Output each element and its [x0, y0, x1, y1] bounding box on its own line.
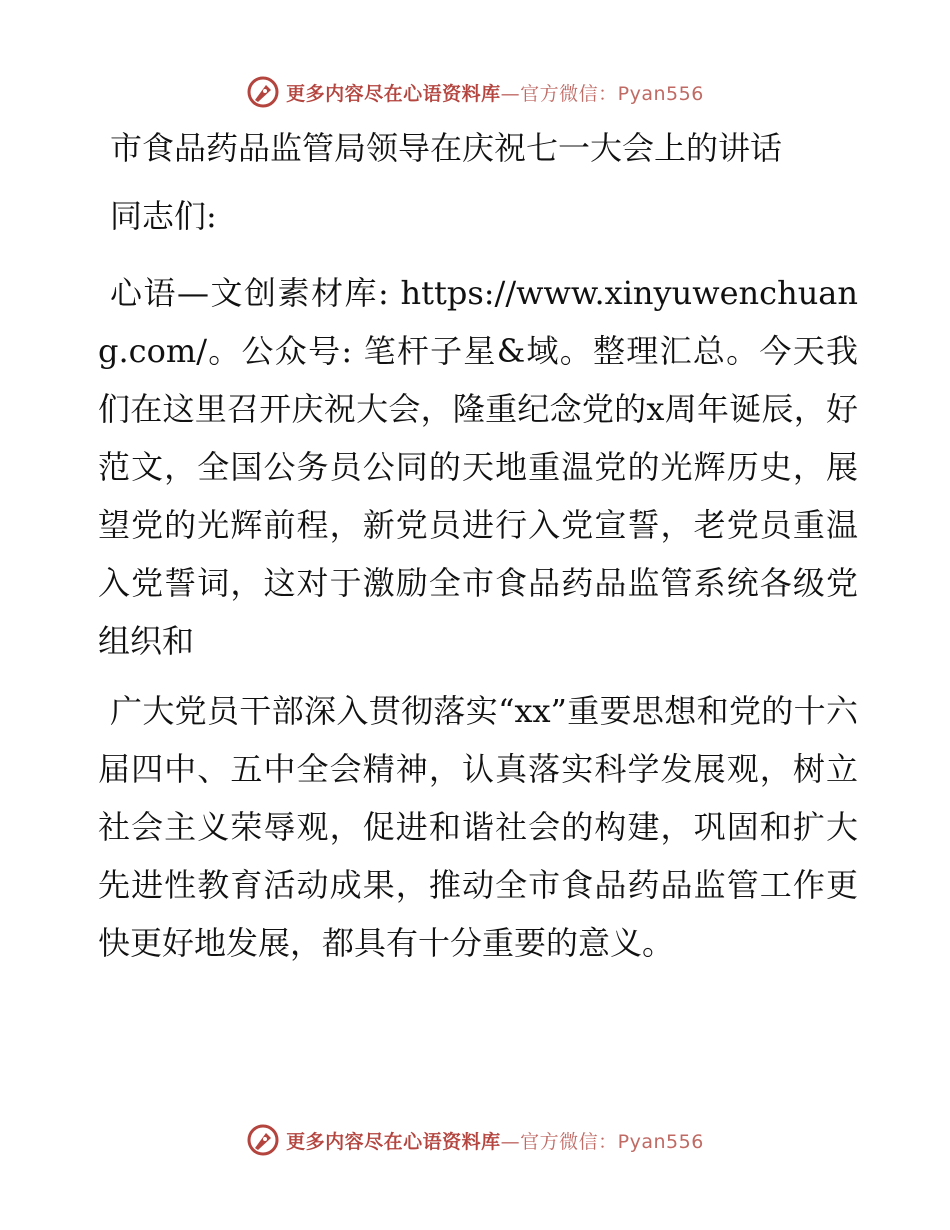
document-title: 市食品药品监管局领导在庆祝七一大会上的讲话 [110, 129, 783, 167]
banner-slogan: 更多内容尽在心语资料库 [286, 1130, 501, 1153]
pen-nib-logo-icon [246, 75, 280, 109]
pen-nib-logo-icon [246, 1123, 280, 1157]
greeting: 同志们: [110, 197, 217, 235]
header-watermark-banner [0, 72, 950, 112]
banner-slogan: 更多内容尽在心语资料库 [286, 82, 501, 105]
paragraph-1: 心语—文创素材库: https://www.xinyuwenchuang.com/。公众号: 笔杆子星&域。整理汇总。今天我们在这里召开庆祝大会，隆重纪念党的x周年诞辰，好范文，全国公务员公同的天地重温党的光辉历史，展望党的光辉前程，新党员进行入党宣誓，老党员重温入党誓词，这对于激励全市食品药品监管系统各级党组织和 [98, 274, 858, 660]
document-body [98, 122, 858, 972]
footer-watermark-banner [0, 1120, 950, 1160]
banner-text [286, 79, 704, 106]
banner-wechat: 官方微信：Pyan556 [520, 1130, 704, 1153]
paragraph-2: 广大党员干部深入贯彻落实“xx”重要思想和党的十六届四中、五中全会精神，认真落实科学发展观，树立社会主义荣辱观，促进和谐社会的构建，巩固和扩大先进性教育活动成果，推动全市食品药品监管工作更快更好地发展，都具有十分重要的意义。 [98, 692, 858, 962]
banner-separator: — [500, 1130, 521, 1153]
banner-separator: — [500, 82, 521, 105]
banner-wechat: 官方微信：Pyan556 [520, 82, 704, 105]
banner-text [286, 1127, 704, 1154]
